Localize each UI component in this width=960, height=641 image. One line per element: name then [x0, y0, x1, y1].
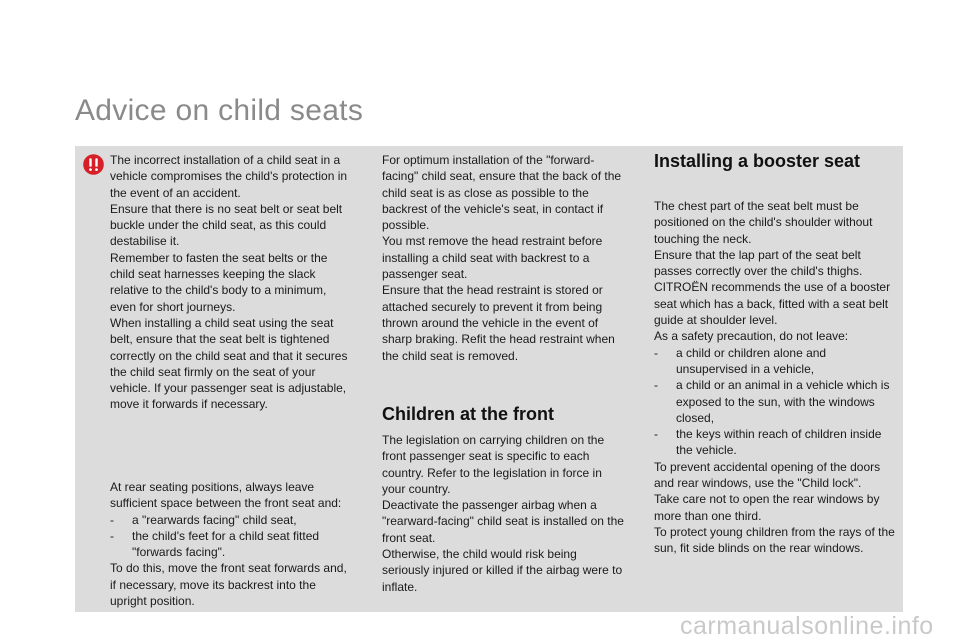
paragraph: Ensure that the lap part of the seat belt passes correctly over the child's thighs.: [654, 247, 863, 279]
paragraph: For optimum installation of the "forward-facing" child seat, ensure that the back of the child seat is as close as possible to the backrest of the vehicle's seat, in contact if possible.: [382, 153, 622, 233]
list-item: - the child's feet for a child seat fitted "forwards facing".: [110, 528, 320, 560]
warning-icon: [83, 154, 104, 175]
paragraph: To prevent accidental opening of the doors and rear windows, use the "Child lock".: [654, 459, 881, 491]
list-item: - a child or an animal in a vehicle which is exposed to the sun, with the windows closed,: [654, 378, 890, 425]
paragraph: As a safety precaution, do not leave:: [654, 329, 849, 344]
paragraph: CITROËN recommends the use of a booster seat which has a back, fitted with a seat belt guide at shoulder level.: [654, 280, 891, 328]
column-1: [110, 152, 354, 413]
paragraph: The chest part of the seat belt must be positioned on the child's shoulder without touching the neck.: [654, 199, 873, 246]
paragraph: You mst remove the head restraint before installing a child seat with backrest to a passenger seat.: [382, 234, 603, 282]
paragraph: Ensure that the head restraint is stored or attached securely to prevent it from being thrown around the vehicle in the event of sharp braking. Refit the head restraint when the child seat is removed.: [382, 283, 615, 363]
paragraph: To do this, move the front seat forwards and, if necessary, move its backrest into the upright position.: [110, 561, 347, 609]
section-heading: Children at the front: [382, 404, 554, 424]
list-item: - a "rearwards facing" child seat,: [110, 512, 297, 527]
column-2: [382, 152, 626, 364]
paragraph: Otherwise, the child would risk being seriously injured or killed if the airbag were to inflate.: [382, 547, 623, 594]
section-heading: Installing a booster seat: [654, 151, 861, 171]
paragraph: To protect young children from the rays of the sun, fit side blinds on the rear windows.: [654, 524, 895, 556]
watermark: carmanualsonline.info: [680, 612, 934, 640]
list-item: - the keys within reach of children inside the vehicle.: [654, 427, 882, 458]
page-title: Advice on child seats: [75, 94, 364, 127]
children-front-section: [382, 403, 626, 595]
paragraph: Take care not to open the rear windows by more than one third.: [654, 492, 880, 523]
rear-seating-section: [110, 479, 354, 609]
booster-seat-section: [654, 150, 898, 557]
paragraph: When installing a child seat using the seat belt, ensure that the seat belt is tightened correctly on the child seat and that it secures the child seat firmly on the seat of your vehicle. If your passenger seat is adjustable, move it forwards if necessary.: [110, 315, 348, 412]
paragraph: The legislation on carrying children on the front passenger seat is specific to each country. Refer to the legislation in force in your country.: [382, 433, 605, 496]
paragraph: At rear seating positions, always leave sufficient space between the front seat and:: [110, 480, 342, 511]
paragraph: Ensure that there is no seat belt or seat belt buckle under the child seat, as this could destabilise it.: [110, 201, 343, 249]
paragraph: Deactivate the passenger airbag when a "rearward-facing" child seat is installed on the front seat.: [382, 498, 624, 545]
list-item: - a child or children alone and unsupervised in a vehicle,: [654, 345, 827, 376]
paragraph: Remember to fasten the seat belts or the child seat harnesses keeping the slack relative to the child's body to a minimum, even for short journeys.: [110, 250, 328, 314]
paragraph: The incorrect installation of a child seat in a vehicle compromises the child's protection in the event of an accident.: [110, 153, 348, 200]
